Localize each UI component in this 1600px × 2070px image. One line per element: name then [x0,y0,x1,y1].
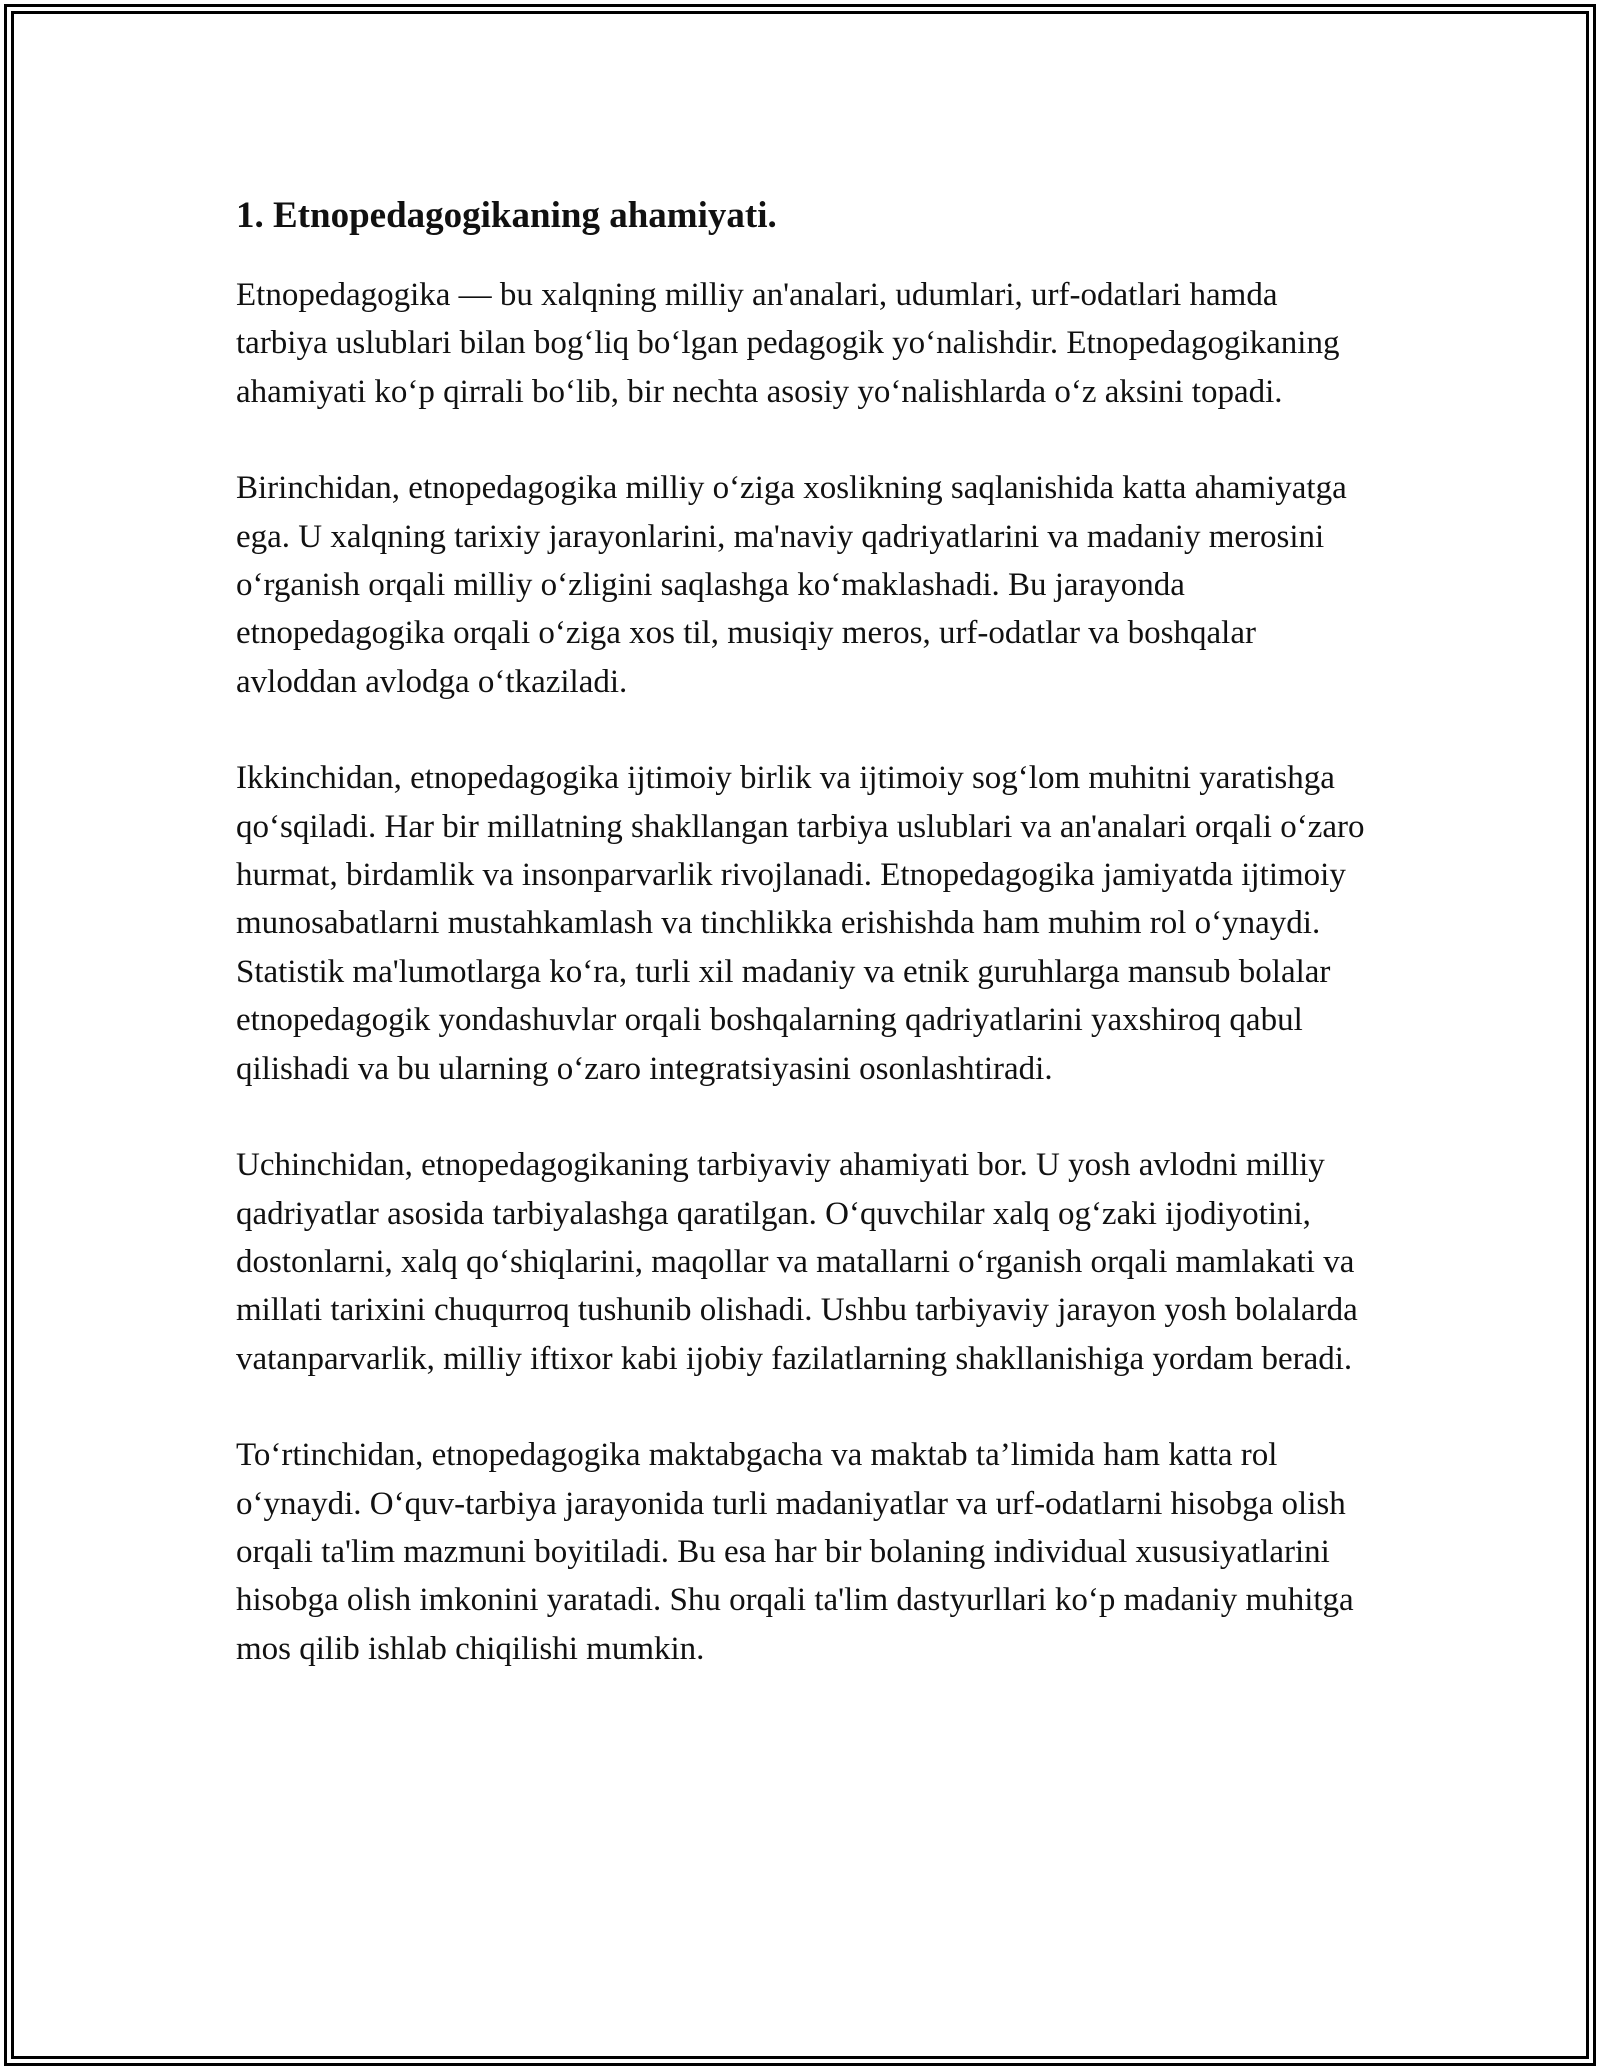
section-heading: 1. Etnopedagogikaning ahamiyati. [236,195,777,236]
paragraph-fourth-point: To‘rtinchidan, etnopedagogika maktabgacha va maktab ta’limida ham katta rol o‘ynaydi. O‘quv-tarbiya jarayonida turli madaniyatlar va urf-odatlarni hisobga olish orqali ta'lim mazmuni boyitiladi. Bu esa har bir bolaning individual xususiyatlarini hisobga olish imkonini yaratadi. Shu orqali ta'lim dastyurllari ko‘p madaniy muhitga mos qilib ishlab chiqilishi mumkin. [236,1437,1354,1667]
paragraph-intro: Etnopedagogika — bu xalqning milliy an'analari, udumlari, urf-odatlari hamda tarbiya uslublari bilan bog‘liq bo‘lgan pedagogik yo‘nalishdir. Etnopedagogikaning ahamiyati ko‘p qirrali bo‘lib, bir nechta asosiy yo‘nalishlarda o‘z aksini topadi. [236,277,1340,410]
paragraph-second-point: Ikkinchidan, etnopedagogika ijtimoiy birlik va ijtimoiy sog‘lom muhitni yaratishga qo‘sqiladi. Har bir millatning shakllangan tarbiya uslublari va an'analari orqali o‘zaro hurmat, birdamlik va insonparvarlik rivojlanadi. Etnopedagogika jamiyatda ijtimoiy munosabatlarni mustahkamlash va tinchlikka erishishda ham muhim rol o‘ynaydi. Statistik ma'lumotlarga ko‘ra, turli xil madaniy va etnik guruhlarga mansub bolalar etnopedagogik yondashuvlar orqali boshqalarning qadriyatlarini yaxshiroq qabul qilishadi va bu ularning o‘zaro integratsiyasini osonlashtiradi. [236,760,1365,1087]
document-body [236,185,1366,1721]
paragraph-first-point: Birinchidan, etnopedagogika milliy o‘ziga xoslikning saqlanishida katta ahamiyatga ega. U xalqning tarixiy jarayonlarini, ma'naviy qadriyatlarini va madaniy merosini o‘rganish orqali milliy o‘zligini saqlashga ko‘maklashadi. Bu jarayonda etnopedagogika orqali o‘ziga xos til, musiqiy meros, urf-odatlar va boshqalar avloddan avlodga o‘tkaziladi. [236,470,1347,700]
paragraph-third-point: Uchinchidan, etnopedagogikaning tarbiyaviy ahamiyati bor. U yosh avlodni milliy qadriyatlar asosida tarbiyalashga qaratilgan. O‘quvchilar xalq og‘zaki ijodiyotini, dostonlarni, xalq qo‘shiqlarini, maqollar va matallarni o‘rganish orqali mamlakati va millati tarixini chuqurroq tushunib olishadi. Ushbu tarbiyaviy jarayon yosh bolalarda vatanparvarlik, milliy iftixor kabi ijobiy fazilatlarning shakllanishiga yordam beradi. [236,1147,1358,1377]
